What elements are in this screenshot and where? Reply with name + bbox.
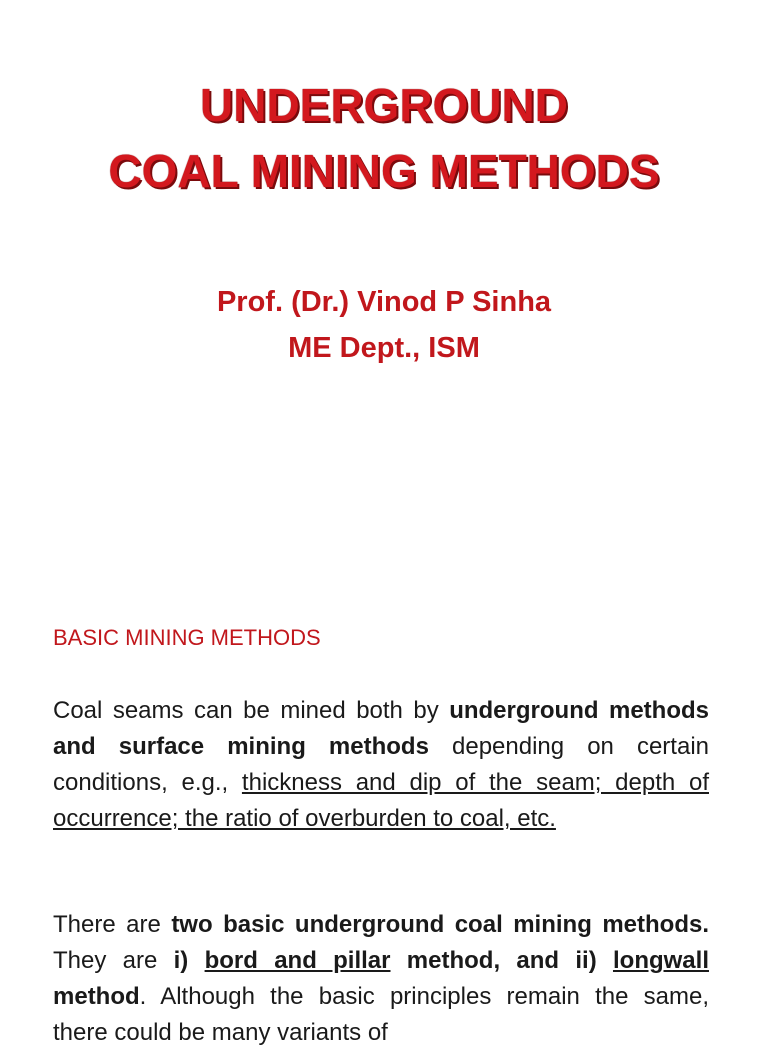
paragraph-2-bord-and-pillar: bord and pillar xyxy=(204,947,391,974)
paragraph-2-bold-3: method, and ii) xyxy=(390,947,613,974)
paragraph-2-text-1: There are xyxy=(53,911,172,938)
paragraph-2-bold-1: two basic underground coal mining methods. xyxy=(171,911,709,938)
paragraph-2 xyxy=(53,907,709,1051)
paragraph-1-underline-1: thickness and dip of the seam; depth of occurrence; the ratio of overburden to coal, etc. xyxy=(53,769,709,832)
slide-title-line-1: UNDERGROUND xyxy=(200,79,568,131)
paragraph-1-text-1: Coal seams can be mined both by xyxy=(53,697,450,724)
paragraph-2-bold-4: method xyxy=(53,983,140,1010)
paragraph-1-text-2: depending on certain conditions, e.g., xyxy=(53,733,709,796)
paragraph-2-text-3: . Although the basic principles remain the same, there could be many variants of xyxy=(53,983,709,1046)
paragraph-2-bold-2: i) xyxy=(173,947,205,974)
paragraph-1-bold-1: underground methods and surface mining methods xyxy=(53,697,709,760)
slide-author xyxy=(0,279,768,371)
section-heading: BASIC MINING METHODS xyxy=(53,625,321,650)
paragraph-2-longwall: longwall xyxy=(612,947,709,974)
slide-title-line-2: COAL MINING METHODS xyxy=(108,145,660,197)
paragraph-2-text-2: They are xyxy=(53,947,174,974)
paragraph-1 xyxy=(53,693,709,837)
slide-title xyxy=(0,72,768,204)
author-name: Prof. (Dr.) Vinod P Sinha xyxy=(216,286,552,318)
author-department: ME Dept., ISM xyxy=(288,332,480,364)
